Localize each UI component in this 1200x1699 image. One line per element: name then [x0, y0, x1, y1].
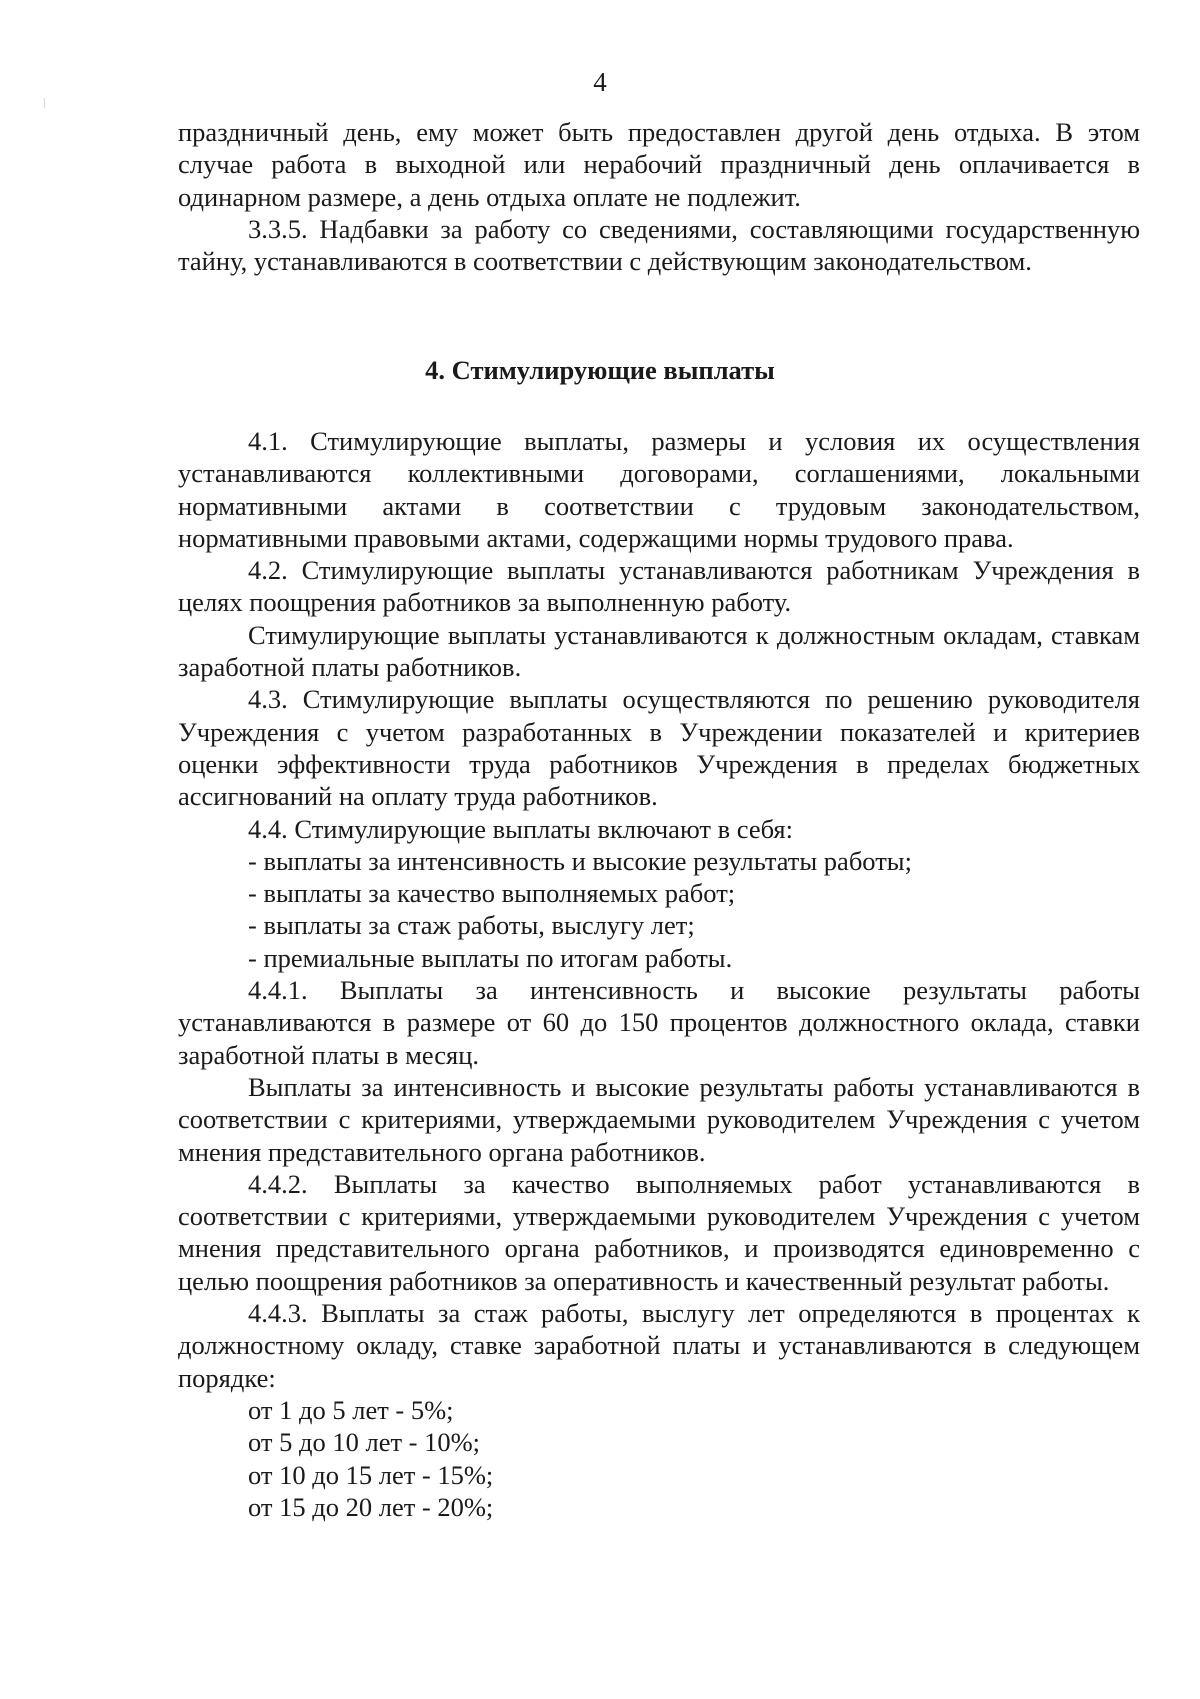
- paragraph-4-4-1-continued: Выплаты за интенсивность и высокие результаты работы устанавливаются в соответствии с критериями, утверждаемыми руководителем Учреждения с учетом мнения представительного органа работников.: [178, 1071, 1140, 1167]
- paragraph-4-2: 4.2. Стимулирующие выплаты устанавливаются работникам Учреждения в целях поощрения работников за выполненную работу.: [178, 555, 1140, 618]
- list-item: от 10 до 15 лет - 15%;: [248, 1459, 494, 1490]
- section-heading: 4. Стимулирующие выплаты: [425, 355, 775, 385]
- section-4-body: [178, 425, 1140, 1523]
- list-item: - выплаты за качество выполняемых работ;: [248, 878, 736, 909]
- scan-edge-mark: [44, 98, 45, 108]
- page-number: 4: [593, 67, 607, 97]
- list-item: от 1 до 5 лет - 5%;: [248, 1394, 454, 1425]
- list-item: - премиальные выплаты по итогам работы.: [248, 942, 733, 973]
- paragraph-4-2-continued: Стимулирующие выплаты устанавливаются к должностным окладам, ставкам заработной платы работников.: [178, 619, 1140, 683]
- list-item: от 5 до 10 лет - 10%;: [248, 1427, 481, 1458]
- paragraph-4-4: 4.4. Стимулирующие выплаты включают в себя:: [248, 813, 793, 844]
- paragraph-4-4-1: 4.4.1. Выплаты за интенсивность и высокие результаты работы устанавливаются в размере от 60 до 150 процентов должностного оклада, ставки заработной платы в месяц.: [178, 975, 1140, 1070]
- paragraph-4-4-2: 4.4.2. Выплаты за качество выполняемых работ устанавливаются в соответствии с критериями, утверждаемыми руководителем Учреждения с учетом мнения представительного органа работников, и производятся единовременно с целью поощрения работников за оперативность и качественный результат работы.: [178, 1168, 1140, 1296]
- paragraph-3-3-5: 3.3.5. Надбавки за работу со сведениями, составляющими государственную тайну, устанавливаются в соответствии с действующим законодательством.: [178, 213, 1140, 277]
- list-item: от 15 до 20 лет - 20%;: [248, 1491, 494, 1522]
- paragraph-4-1: 4.1. Стимулирующие выплаты, размеры и условия их осуществления устанавливаются коллективными договорами, соглашениями, локальными нормативными актами в соответствии с трудовым законодательством, нормативными правовыми актами, содержащими нормы трудового права.: [178, 426, 1140, 553]
- paragraph-4-4-3: 4.4.3. Выплаты за стаж работы, выслугу лет определяются в процентах к должностному окладу, ставке заработной платы и устанавливаются в следующем порядке:: [178, 1298, 1140, 1393]
- paragraph-continuation: праздничный день, ему может быть предоставлен другой день отдыха. В этом случае работа в выходной или нерабочий праздничный день оплачивается в одинарном размере, а день отдыха оплате не подлежит.: [178, 117, 1140, 212]
- top-section: [178, 116, 1140, 277]
- paragraph-4-3: 4.3. Стимулирующие выплаты осуществляются по решению руководителя Учреждения с учетом разработанных в Учреждении показателей и критериев оценки эффективности труда работников Учреждения в пределах бюджетных ассигнований на оплату труда работников.: [178, 684, 1140, 812]
- list-item: - выплаты за интенсивность и высокие результаты работы;: [248, 845, 912, 876]
- list-item: - выплаты за стаж работы, выслугу лет;: [248, 910, 695, 941]
